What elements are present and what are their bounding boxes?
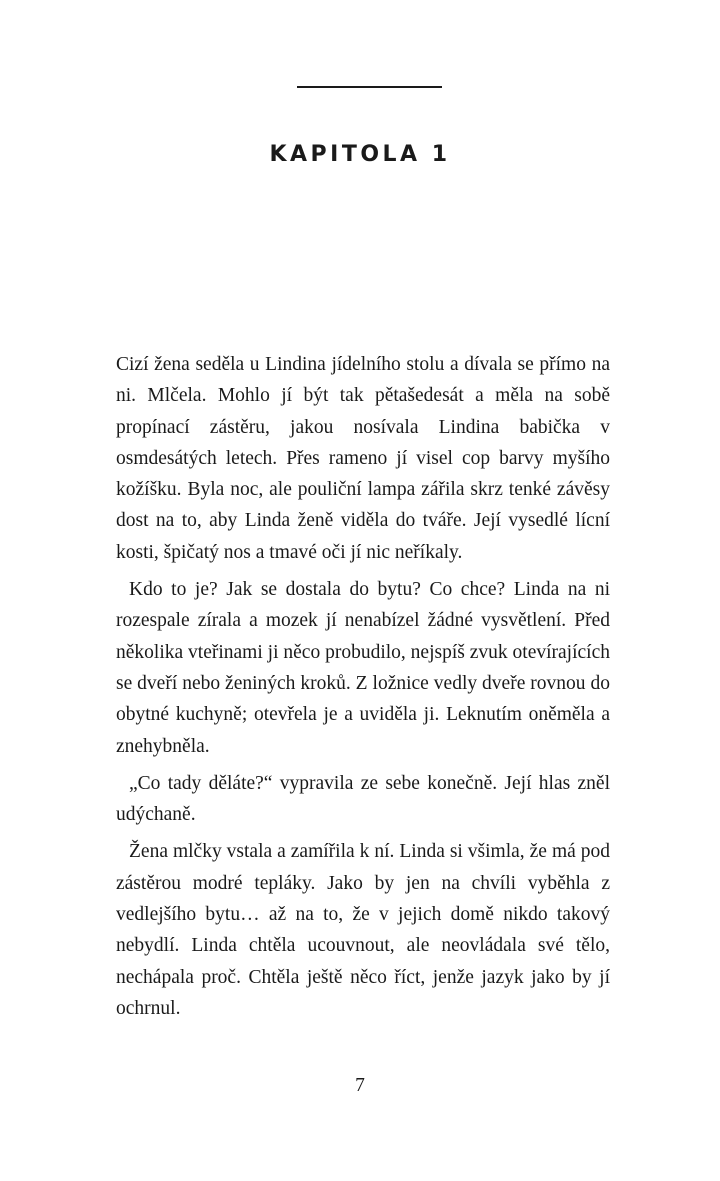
chapter-rule — [297, 86, 442, 88]
paragraph-4: Žena mlčky vstala a zamířila k ní. Linda si všimla, že má pod zástěrou modré tepláky. Jako by jen na chvíli vyběhla z vedlejšího bytu… až na to, že v jejich domě nikdo takový nebydlí. Linda chtěla ucouvnout, ale neovládala své tělo, nechápala proč. Chtěla ještě něco říct, jenže jazyk jako by jí ochrnul. — [116, 841, 610, 1019]
chapter-title: KAPITOLA 1 — [269, 141, 451, 167]
paragraph-2: Kdo to je? Jak se dostala do bytu? Co chce? Linda na ni rozespale zírala a mozek jí nenabízel žádné vysvětlení. Před několika vteřinami ji něco probudilo, nejspíš zvuk otevírajících se dveří nebo ženiných kroků. Z ložnice vedly dveře rovnou do obytné kuchyně; otevřela je a uviděla ji. Leknutím oněměla a znehybněla. — [116, 579, 610, 757]
chapter-body — [116, 349, 610, 1024]
paragraph-1: Cizí žena seděla u Lindina jídelního stolu a dívala se přímo na ni. Mlčela. Mohlo jí být tak pětašedesát a měla na sobě propínací zástěru, jakou nosívala Lindina babička v osmdesátých letech. Přes rameno jí visel cop barvy myšího kožíšku. Byla noc, ale pouliční lampa zářila skrz tenké závěsy dost na to, aby Linda ženě viděla do tváře. Její vysedlé lícní kosti, špičatý nos a tmavé oči jí nic neříkaly. — [116, 354, 610, 563]
page-number: 7 — [355, 1075, 365, 1096]
paragraph-3: „Co tady děláte?“ vypravila ze sebe konečně. Její hlas zněl udýchaně. — [116, 772, 610, 826]
